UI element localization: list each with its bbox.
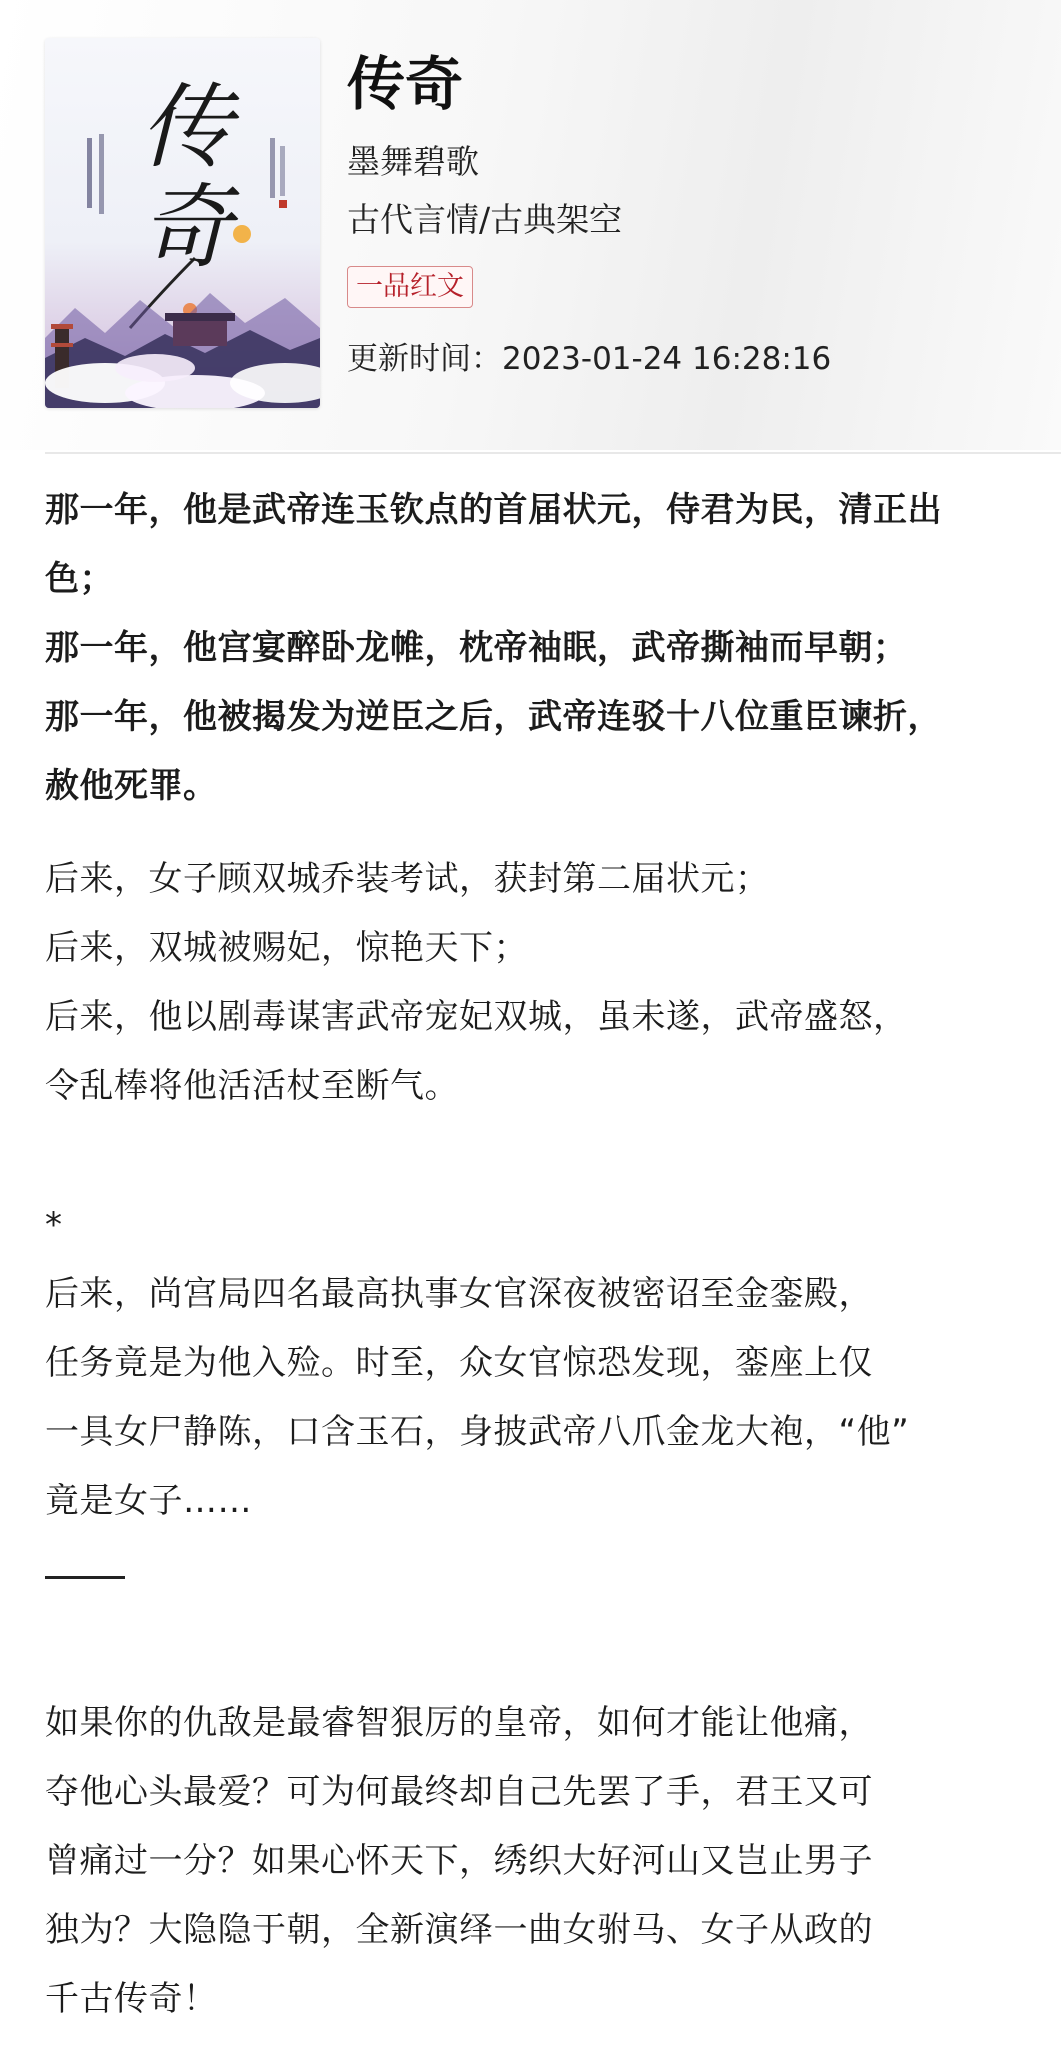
intro-bold-section [45, 476, 1025, 821]
intro-line: 令乱棒将他活活杖至断气。 [45, 1066, 459, 1106]
intro-line: 赦他死罪。 [45, 766, 218, 806]
intro-line: 独为？大隐隐于朝，全新演绎一曲女驸马、女子从政的 [45, 1910, 873, 1950]
intro-line: 后来，他以剧毒谋害武帝宠妃双城，虽未遂，武帝盛怒， [45, 997, 908, 1037]
intro-line: 后来，尚宫局四名最高执事女官深夜被密诏至金銮殿， [45, 1274, 873, 1314]
paragraph-gap [45, 1579, 1025, 1689]
book-category[interactable]: 古代言情/古典架空 [347, 200, 623, 239]
intro-summary-section [45, 1689, 1025, 2034]
intro-line: 后来，双城被赐妃，惊艳天下； [45, 928, 528, 968]
book-author[interactable]: 墨舞碧歌 [347, 142, 479, 181]
intro-secret-section [45, 1260, 1025, 1536]
intro-line: 竟是女子…… [45, 1481, 252, 1521]
book-introduction [45, 476, 1025, 2034]
intro-line: 千古传奇！ [45, 1979, 218, 2019]
intro-line: 那一年，他是武帝连玉钦点的首届状元，侍君为民，清正出 [45, 490, 942, 530]
intro-line: 后来，女子顾双城乔装考试，获封第二届状元； [45, 859, 770, 899]
intro-line: 那一年，他被揭发为逆臣之后，武帝连驳十八位重臣谏折， [45, 697, 942, 737]
paragraph-gap [45, 1121, 1025, 1191]
book-cover-image[interactable] [45, 38, 320, 408]
intro-line: 一具女尸静陈，口含玉石，身披武帝八爪金龙大袍，“他” [45, 1412, 910, 1452]
book-title: 传奇 [347, 50, 464, 118]
intro-line: 曾痛过一分？如果心怀天下，绣织大好河山又岂止男子 [45, 1841, 873, 1881]
cover-title-art: 传奇 [140, 74, 227, 281]
intro-line: 如果你的仇敌是最睿智狠厉的皇帝，如何才能让他痛， [45, 1703, 873, 1743]
book-header [0, 0, 1061, 450]
intro-line: 夺他心头最爱？可为何最终却自己先罢了手，君王又可 [45, 1772, 873, 1812]
intro-later-section [45, 845, 1025, 1121]
intro-line: 那一年，他宫宴醉卧龙帷，枕帝袖眠，武帝撕袖而早朝； [45, 628, 908, 668]
header-divider [45, 452, 1061, 454]
asterisk-separator: * [45, 1205, 63, 1245]
intro-line: 任务竟是为他入殓。时至，众女官惊恐发现，銮座上仅 [45, 1343, 873, 1383]
book-info [347, 48, 831, 380]
intro-line: 色； [45, 559, 114, 599]
update-time: 更新时间：2023-01-24 16:28:16 [347, 341, 832, 377]
quality-badge: 一品红文 [347, 266, 473, 308]
paragraph-gap [45, 821, 1025, 845]
